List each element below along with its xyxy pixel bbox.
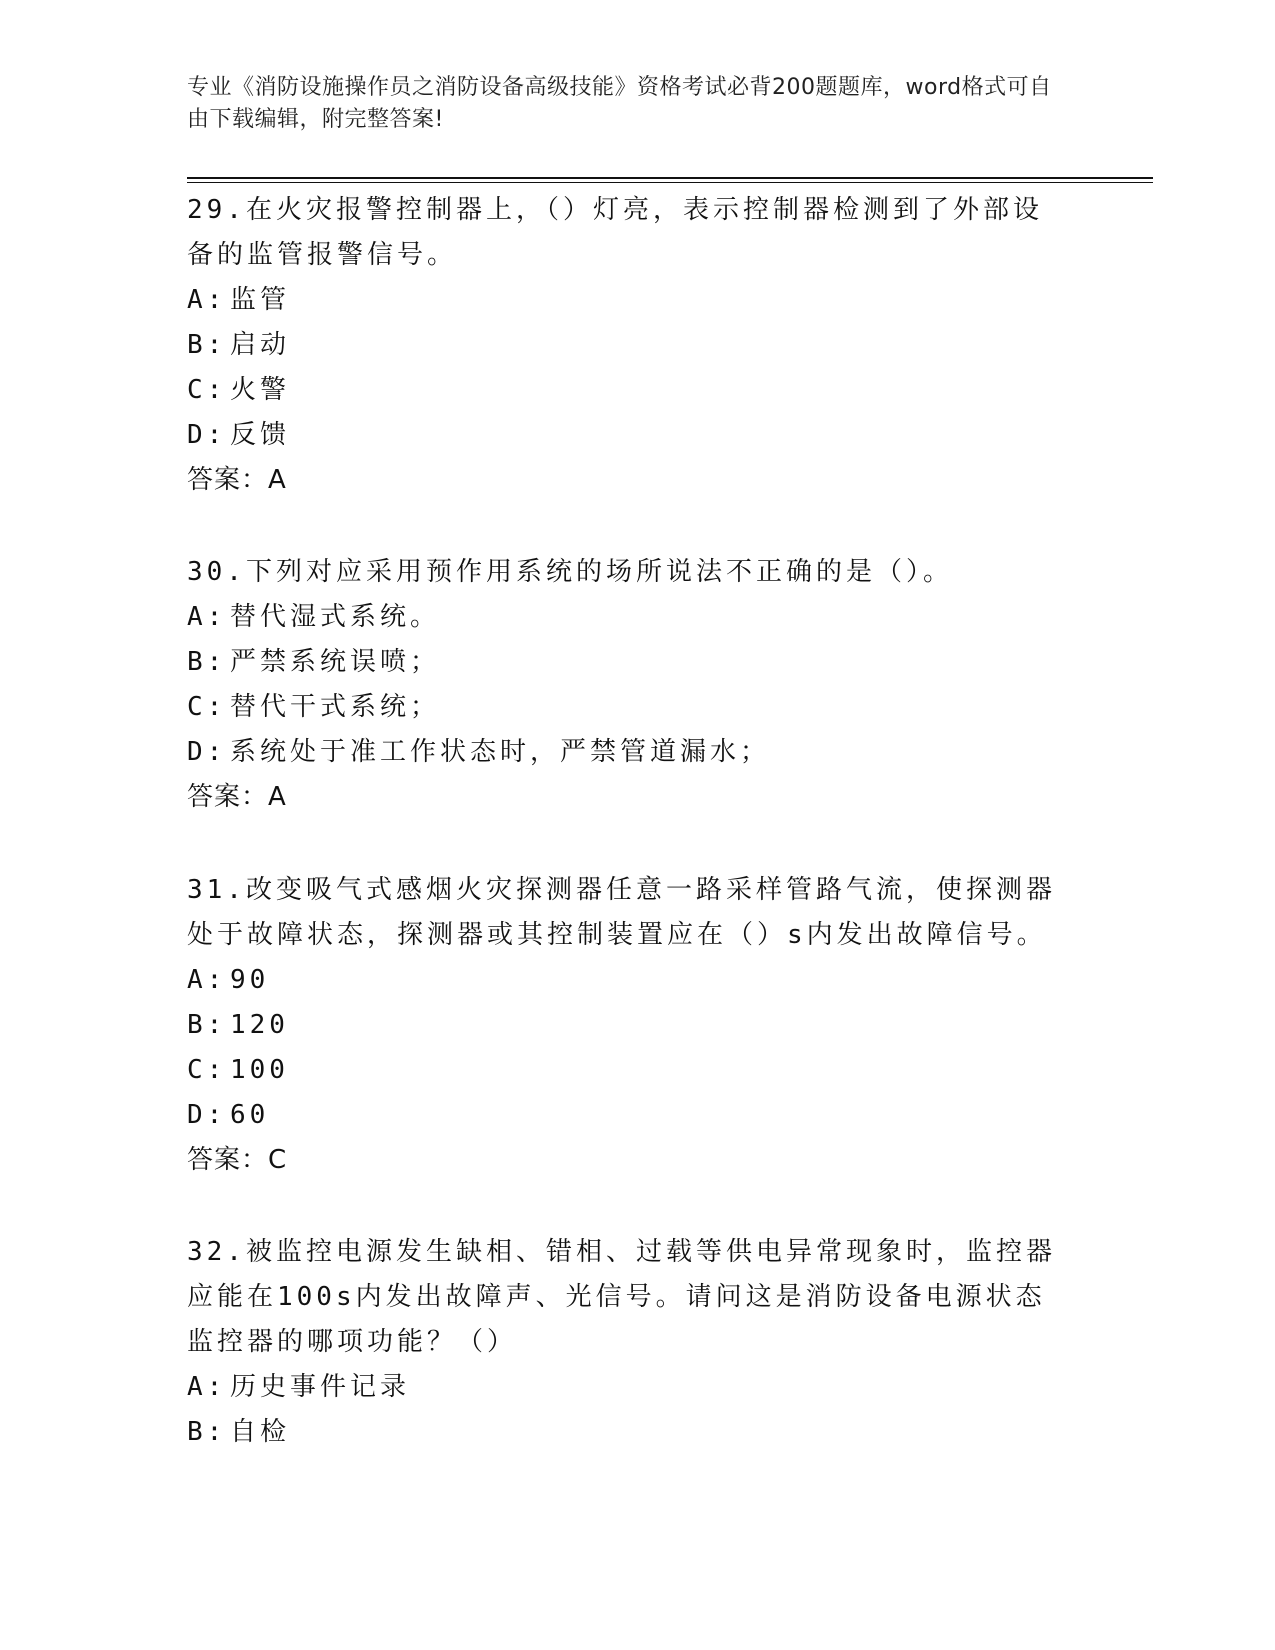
option-letter: B: [187, 1010, 227, 1040]
option-letter: C: [187, 375, 227, 405]
option-text: 90 [230, 965, 270, 995]
option-letter: B: [187, 1417, 227, 1447]
answer-line [187, 458, 1067, 503]
answer-value: A [268, 782, 287, 812]
answer-line [187, 1138, 1067, 1183]
option-text: 替代湿式系统。 [230, 602, 441, 632]
option-a [187, 1365, 1067, 1410]
option-text: 系统处于准工作状态时，严禁管道漏水； [230, 737, 771, 767]
question-31 [187, 868, 1067, 1183]
option-text: 严禁系统误喷； [230, 647, 441, 677]
option-b [187, 640, 1067, 685]
option-a [187, 958, 1067, 1003]
option-text: 替代干式系统； [230, 692, 441, 722]
option-text: 历史事件记录 [230, 1372, 411, 1402]
question-text: 29.在火灾报警控制器上，（）灯亮，表示控制器检测到了外部设备的监管报警信号。 [187, 195, 1043, 270]
option-letter: C: [187, 692, 227, 722]
question-30 [187, 550, 1067, 820]
option-d [187, 730, 1067, 775]
answer-label: 答案： [187, 782, 269, 812]
option-d [187, 1093, 1067, 1138]
option-letter: A: [187, 965, 227, 995]
option-text: 自检 [230, 1417, 291, 1447]
option-text: 启动 [230, 330, 291, 360]
option-text: 反馈 [230, 420, 291, 450]
option-b [187, 1410, 1067, 1455]
option-c [187, 1048, 1067, 1093]
question-29 [187, 188, 1067, 503]
option-letter: A: [187, 602, 227, 632]
answer-label: 答案： [187, 465, 269, 495]
question-text: 32.被监控电源发生缺相、错相、过载等供电异常现象时，监控器应能在100s内发出故障声、光信号。请问这是消防设备电源状态监控器的哪项功能？（） [187, 1237, 1056, 1357]
option-letter: D: [187, 737, 227, 767]
option-b [187, 323, 1067, 368]
answer-value: A [268, 465, 287, 495]
option-d [187, 413, 1067, 458]
option-c [187, 685, 1067, 730]
answer-line [187, 775, 1067, 820]
option-text: 60 [230, 1100, 270, 1130]
option-text: 120 [230, 1010, 289, 1040]
option-text: 火警 [230, 375, 291, 405]
option-a [187, 595, 1067, 640]
document-header: 专业《消防设施操作员之消防设备高级技能》资格考试必背200题题库，word格式可自由下载编辑，附完整答案! [187, 75, 1052, 132]
question-text: 31.改变吸气式感烟火灾探测器任意一路采样管路气流，使探测器处于故障状态，探测器或其控制装置应在（）s内发出故障信号。 [187, 875, 1056, 950]
option-letter: B: [187, 330, 227, 360]
option-letter: A: [187, 1372, 227, 1402]
option-letter: D: [187, 1100, 227, 1130]
option-a [187, 278, 1067, 323]
option-letter: B: [187, 647, 227, 677]
header-divider-thin [187, 182, 1153, 183]
answer-value: C [268, 1145, 288, 1175]
option-letter: A: [187, 285, 227, 315]
header-divider [187, 177, 1153, 179]
question-32 [187, 1230, 1067, 1455]
option-text: 监管 [230, 285, 291, 315]
option-b [187, 1003, 1067, 1048]
option-letter: D: [187, 420, 227, 450]
option-letter: C: [187, 1055, 227, 1085]
answer-label: 答案： [187, 1145, 269, 1175]
option-text: 100 [230, 1055, 289, 1085]
question-text: 30.下列对应采用预作用系统的场所说法不正确的是（）。 [187, 557, 953, 587]
option-c [187, 368, 1067, 413]
